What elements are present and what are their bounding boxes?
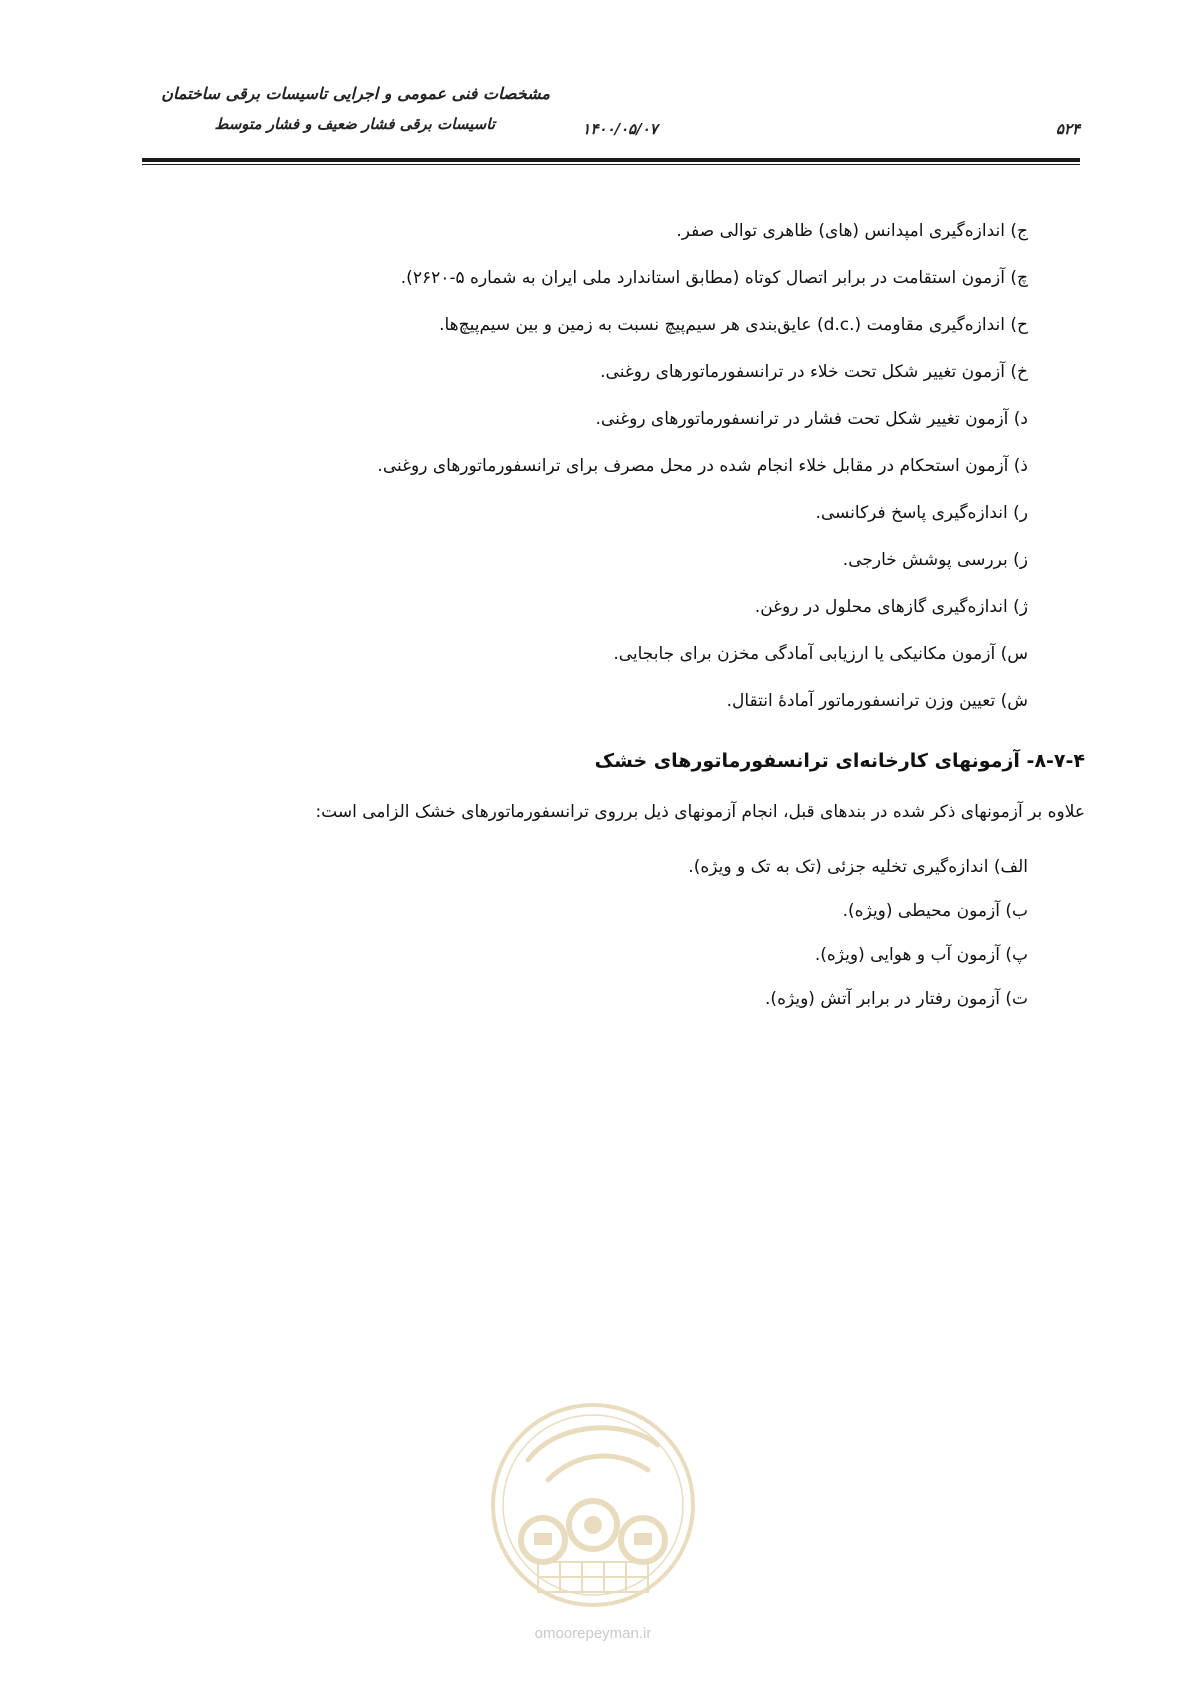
list-item: س) آزمون مکانیکی یا ارزیابی آمادگی مخزن برای جابجایی. (613, 644, 1028, 664)
header-rule-thick (142, 158, 1080, 162)
section-heading: ۸-۷-۴- آزمونهای کارخانه‌ای ترانسفورماتورهای خشک (594, 750, 1085, 772)
section-intro: علاوه بر آزمونهای ذکر شده در بندهای قبل، انجام آزمونهای ذیل برروی ترانسفورماتورهای خشک الزامی است: (315, 802, 1085, 822)
list-item: ج) اندازه‌گیری امپدانس (های) ظاهری توالی صفر. (676, 221, 1028, 241)
watermark-seal-icon (488, 1390, 698, 1620)
header-rule-thin (142, 164, 1080, 165)
header-title-line1: مشخصات فنی عمومی و اجرایی تاسیسات برقی ساختمان (161, 84, 550, 103)
list-item: الف) اندازه‌گیری تخلیه جزئی (تک به تک و ویژه). (688, 857, 1028, 877)
list-item: ب) آزمون محیطی (ویژه). (842, 901, 1028, 921)
list-item: ز) بررسی پوشش خارجی. (842, 550, 1028, 570)
list-item: ت) آزمون رفتار در برابر آتش (ویژه). (765, 989, 1028, 1009)
watermark-logo (488, 1390, 698, 1624)
list-item: ژ) اندازه‌گیری گازهای محلول در روغن. (754, 597, 1028, 617)
watermark-url: omoorepeyman.ir (534, 1625, 652, 1642)
list-item: ر) اندازه‌گیری پاسخ فرکانسی. (815, 503, 1028, 523)
header-title-line2: تاسیسات برقی فشار ضعیف و فشار متوسط (214, 115, 495, 133)
list-item: ش) تعیین وزن ترانسفورماتور آمادهٔ انتقال. (726, 691, 1028, 711)
header-date: ۱۴۰۰/۰۵/۰۷ (582, 120, 658, 138)
list-item: ذ) آزمون استحکام در مقابل خلاء انجام شده در محل مصرف برای ترانسفورماتورهای روغنی. (377, 456, 1028, 476)
dry-transformer-test-list (528, 845, 1028, 1021)
list-item: پ) آزمون آب و هوایی (ویژه). (814, 945, 1028, 965)
list-item: د) آزمون تغییر شکل تحت فشار در ترانسفورماتورهای روغنی. (595, 409, 1028, 429)
list-item: خ) آزمون تغییر شکل تحت خلاء در ترانسفورماتورهای روغنی. (600, 362, 1028, 382)
list-item: چ) آزمون استقامت در برابر اتصال کوتاه (مطابق استاندارد ملی ایران به شماره ۵-۲۶۲۰). (400, 268, 1028, 288)
page-number: ۵۲۴ (1055, 120, 1080, 138)
test-list (268, 208, 1028, 725)
list-item: ح) اندازه‌گیری مقاومت (.d.c) عایق‌بندی هر سیم‌پیچ نسبت به زمین و بین سیم‌پیچ‌ها. (439, 315, 1028, 335)
